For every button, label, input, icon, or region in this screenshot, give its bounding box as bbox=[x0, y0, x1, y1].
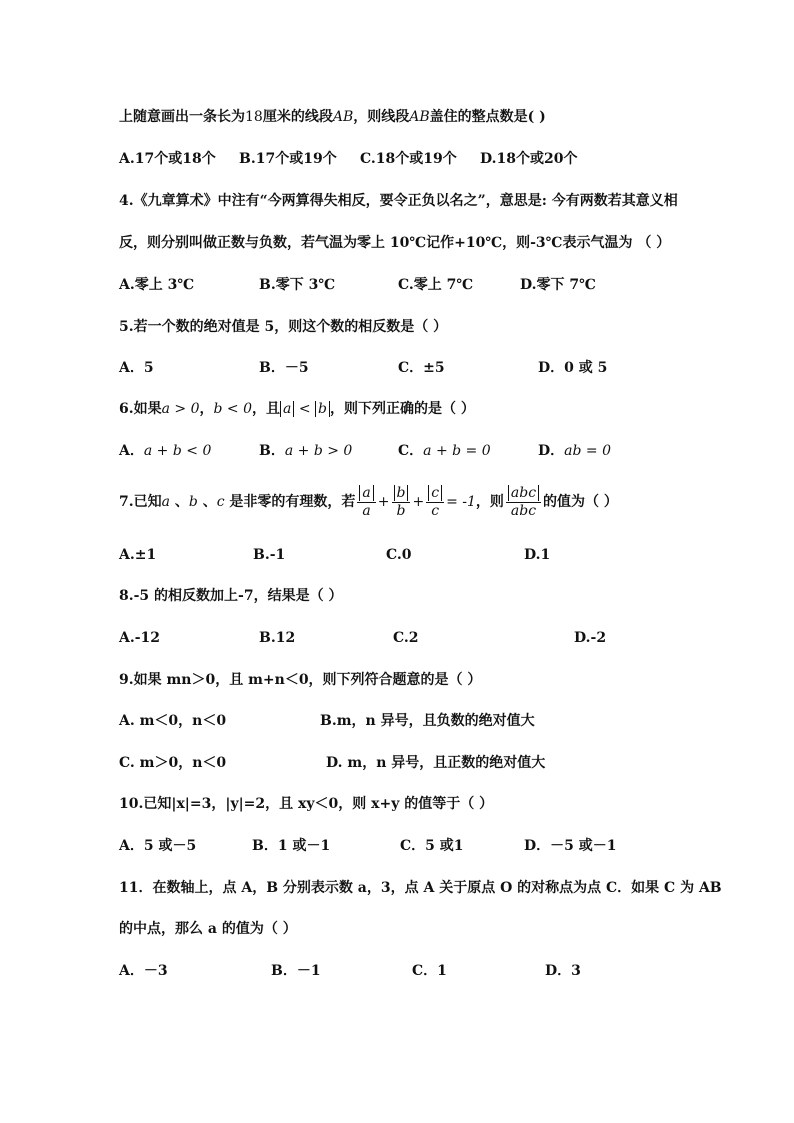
q3-a-mid: 个或 bbox=[154, 151, 183, 167]
q3-a-n1: 17 bbox=[134, 151, 155, 167]
q7-frac-a bbox=[357, 485, 375, 520]
q11-option-a[interactable]: A．－3 bbox=[119, 963, 168, 979]
q6-d-expr: ab = 0 bbox=[564, 443, 611, 459]
q10-option-c[interactable]: C．5 或1 bbox=[400, 838, 464, 854]
q7-dot2: 、 bbox=[197, 494, 217, 510]
q3-ab1: AB bbox=[332, 109, 354, 125]
q6-option-a[interactable] bbox=[119, 442, 211, 460]
q3-stem-c: ，则线段 bbox=[353, 109, 410, 125]
q7-frac-b-den: b bbox=[396, 502, 406, 519]
q6-cond-a: a > 0 bbox=[161, 401, 200, 417]
q10-stem: 10.已知|x|=3，|y|=2，且 xy＜0，则 x+y 的值等于（ ） bbox=[119, 796, 494, 812]
q10-option-a[interactable]: A．5 或－5 bbox=[119, 838, 197, 854]
q11-stem-line2: 的中点，那么 a 的值为（ ） bbox=[119, 921, 297, 937]
q3-a-n2: 18 bbox=[182, 151, 202, 167]
q7-option-d[interactable]: D.1 bbox=[524, 547, 551, 563]
q3-d-prefix: D. bbox=[480, 151, 497, 167]
q9-option-a[interactable]: A. m＜0，n＜0 bbox=[119, 713, 227, 729]
q3-stem-d: 盖住的整点数是( ) bbox=[429, 109, 546, 125]
q7-frac-a-num: a bbox=[359, 485, 373, 501]
q7-var-b: b bbox=[188, 494, 198, 510]
q4-option-c[interactable]: C.零上 7℃ bbox=[398, 277, 474, 293]
q3-c-mid: 个或 bbox=[395, 151, 424, 167]
q7-suffix: 的值为（ ） bbox=[543, 494, 618, 510]
q3-n18: 18 bbox=[245, 109, 263, 125]
q3-c-n2: 19 bbox=[423, 151, 443, 167]
q6-option-d[interactable] bbox=[538, 442, 611, 460]
q10-option-b[interactable]: B．1 或－1 bbox=[252, 838, 331, 854]
q7-plus2: + bbox=[412, 494, 425, 510]
q3-option-c[interactable] bbox=[360, 150, 457, 168]
q6-b-label: B． bbox=[259, 443, 285, 459]
q8-option-a[interactable]: A.-12 bbox=[119, 630, 161, 646]
q3-option-a[interactable] bbox=[119, 150, 216, 168]
q7-option-b[interactable]: B.-1 bbox=[253, 547, 286, 563]
q6-cond-b: b < 0 bbox=[213, 401, 253, 417]
q7-var-c: c bbox=[216, 494, 225, 510]
q3-d-suffix: 个 bbox=[563, 151, 578, 167]
q6-b-expr: a + b > 0 bbox=[284, 443, 353, 459]
q6-a-label: A． bbox=[119, 443, 144, 459]
q9-option-c[interactable]: C. m＞0，n＜0 bbox=[119, 755, 227, 771]
q11-option-b[interactable]: B．－1 bbox=[271, 963, 321, 979]
q7-frac-abc bbox=[506, 485, 541, 520]
q7-mid: 是非零的有理数，若 bbox=[224, 494, 356, 510]
q8-option-b[interactable]: B.12 bbox=[259, 630, 296, 646]
q7-frac-c bbox=[426, 485, 444, 520]
q5-stem: 5.若一个数的绝对值是 5，则这个数的相反数是（ ） bbox=[119, 319, 448, 335]
q5-option-d[interactable]: D．0 或 5 bbox=[538, 360, 608, 376]
q7-prefix: 7.已知 bbox=[119, 494, 162, 510]
q6-option-b[interactable] bbox=[259, 442, 352, 460]
q9-option-d[interactable]: D. m，n 异号，且正数的绝对值大 bbox=[326, 755, 546, 771]
q7-frac-abc-num: abc bbox=[508, 485, 539, 501]
q8-option-c[interactable]: C.2 bbox=[393, 630, 419, 646]
q3-d-n2: 20 bbox=[544, 151, 564, 167]
q6-option-c[interactable] bbox=[398, 442, 491, 460]
q3-a-prefix: A. bbox=[119, 151, 135, 167]
q6-stem bbox=[119, 400, 475, 418]
q8-stem: 8.-5 的相反数加上-7，结果是（ ） bbox=[119, 588, 343, 604]
q3-a-suffix: 个 bbox=[201, 151, 216, 167]
q3-c-n1: 18 bbox=[375, 151, 396, 167]
q6-suffix: ，则下列正确的是（ ） bbox=[329, 401, 475, 417]
q3-c-suffix: 个 bbox=[442, 151, 457, 167]
q7-var-a: a bbox=[161, 494, 170, 510]
q3-d-mid: 个或 bbox=[516, 151, 544, 167]
q7-frac-b-num: b bbox=[394, 485, 409, 501]
q4-option-b[interactable]: B.零下 3℃ bbox=[259, 277, 336, 293]
q6-lt: < bbox=[294, 401, 316, 417]
q7-frac-b bbox=[392, 485, 411, 520]
q7-option-a[interactable]: A.±1 bbox=[119, 547, 157, 563]
q3-b-n1: 17 bbox=[255, 151, 276, 167]
q3-d-n1: 18 bbox=[496, 151, 516, 167]
q9-option-b[interactable]: B.m，n 异号，且负数的绝对值大 bbox=[320, 713, 535, 729]
q3-c-prefix: C. bbox=[360, 151, 376, 167]
q3-ab2: AB bbox=[409, 109, 430, 125]
q11-stem-line1: 11．在数轴上，点 A，B 分别表示数 a，3，点 A 关于原点 O 的对称点为点 C．如果 C 为 AB bbox=[119, 880, 722, 896]
q5-option-a[interactable]: A．5 bbox=[119, 360, 154, 376]
q5-option-c[interactable]: C．±5 bbox=[398, 360, 445, 376]
q7-plus1: + bbox=[377, 494, 390, 510]
q5-option-b[interactable]: B．－5 bbox=[259, 360, 309, 376]
q6-a-expr: a + b < 0 bbox=[143, 443, 212, 459]
q7-frac-a-den: a bbox=[362, 502, 371, 519]
q3-b-n2: 19 bbox=[303, 151, 323, 167]
q7-frac-c-num: c bbox=[428, 485, 442, 501]
q6-sep2: ，且 bbox=[252, 401, 281, 417]
q7-dot1: 、 bbox=[169, 494, 189, 510]
q6-prefix: 6.如果 bbox=[119, 401, 162, 417]
q3-stem-a: 上随意画出一条长为 bbox=[119, 109, 245, 125]
q7-frac-c-den: c bbox=[431, 502, 440, 519]
q7-stem bbox=[119, 484, 618, 520]
q3-b-suffix: 个 bbox=[322, 151, 337, 167]
q3-option-b[interactable] bbox=[239, 150, 337, 168]
q8-option-d[interactable]: D.-2 bbox=[574, 630, 607, 646]
q3-option-d[interactable] bbox=[480, 150, 577, 168]
q7-then: ，则 bbox=[475, 494, 504, 510]
q6-sep1: ， bbox=[199, 401, 214, 417]
q7-option-c[interactable]: C.0 bbox=[386, 547, 412, 563]
q4-stem-line1: 4.《九章算术》中注有“今两算得失相反，要令正负以名之”，意思是: 今有两数若其意义相 bbox=[119, 193, 678, 209]
q7-frac-abc-den: abc bbox=[510, 502, 537, 519]
q3-b-prefix: B. bbox=[239, 151, 256, 167]
q7-eq: = -1 bbox=[446, 494, 476, 510]
q9-stem: 9.如果 mn＞0，且 m+n＜0，则下列符合题意的是（ ） bbox=[119, 672, 482, 688]
q3-b-mid: 个或 bbox=[275, 151, 304, 167]
q4-stem-line2: 反，则分别叫做正数与负数，若气温为零上 10℃记作+10℃，则-3℃表示气温为 （ ） bbox=[119, 235, 671, 251]
q3-stem-b: 厘米的线段 bbox=[262, 109, 333, 125]
q6-abs-a: a bbox=[280, 401, 294, 417]
q4-option-a[interactable]: A.零上 3℃ bbox=[119, 277, 195, 293]
q3-stem bbox=[119, 108, 546, 126]
q6-c-expr: a + b = 0 bbox=[423, 443, 491, 459]
q4-option-d[interactable]: D.零下 7℃ bbox=[520, 277, 596, 293]
q11-option-c[interactable]: C．1 bbox=[412, 963, 447, 979]
q6-c-label: C． bbox=[398, 443, 424, 459]
q11-option-d[interactable]: D．3 bbox=[545, 963, 581, 979]
q6-d-label: D． bbox=[538, 443, 565, 459]
q10-option-d[interactable]: D．－5 或－1 bbox=[524, 838, 617, 854]
q6-abs-b: b bbox=[315, 401, 330, 417]
